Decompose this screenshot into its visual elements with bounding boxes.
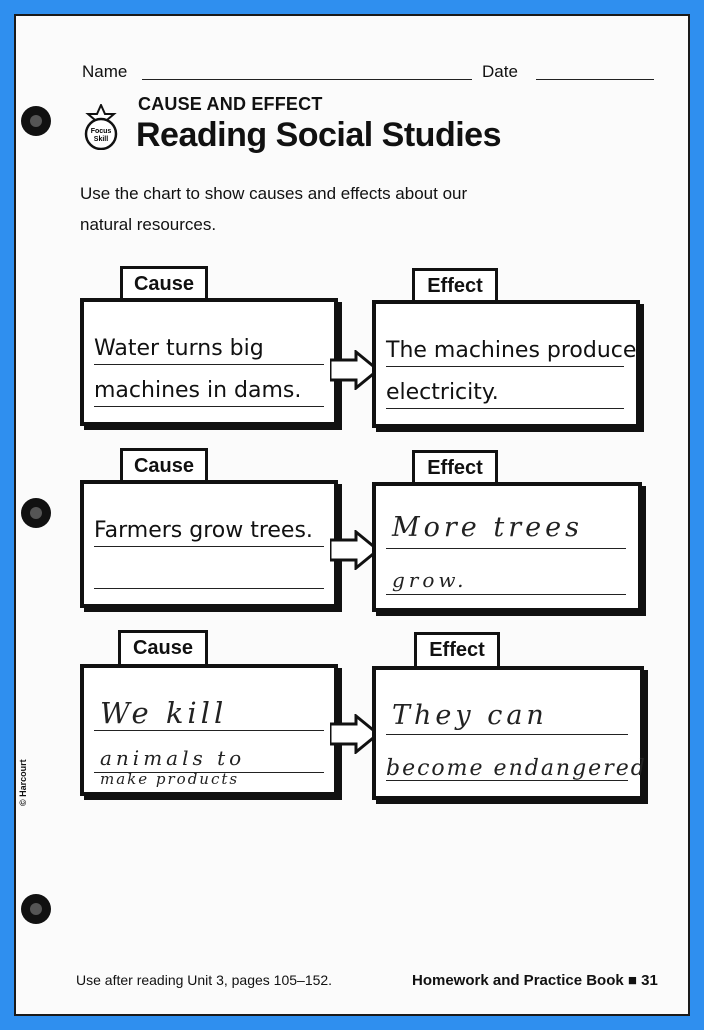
- copyright-notice: © Harcourt: [18, 759, 28, 806]
- answer-line[interactable]: [94, 588, 324, 589]
- answer-line[interactable]: [386, 408, 624, 409]
- answer-line[interactable]: [94, 546, 324, 547]
- footer-book-page: Homework and Practice Book ■ 31: [412, 972, 658, 989]
- binder-hole: [21, 498, 51, 528]
- effect-handwriting: More trees: [392, 512, 583, 543]
- binder-hole: [21, 106, 51, 136]
- cause-tab: Cause: [120, 448, 208, 482]
- badge-text-bottom: Skill: [93, 136, 109, 143]
- effect-handwriting: grow.: [392, 568, 468, 592]
- effect-text: electricity.: [386, 380, 499, 405]
- effect-handwriting: They can: [392, 700, 548, 731]
- instructions-line-2: natural resources.: [80, 215, 217, 234]
- cause-handwriting: make products: [100, 770, 240, 788]
- cause-box: [80, 480, 338, 608]
- page-title: Reading Social Studies: [136, 116, 501, 154]
- cause-box: [80, 664, 338, 796]
- answer-line[interactable]: [386, 366, 624, 367]
- effect-box: [372, 300, 640, 428]
- cause-text: Water turns big: [94, 336, 264, 361]
- answer-line[interactable]: [386, 780, 628, 781]
- name-field[interactable]: [142, 79, 472, 80]
- date-field[interactable]: [536, 79, 654, 80]
- cause-text: Farmers grow trees.: [94, 518, 313, 543]
- section-subtitle: CAUSE AND EFFECT: [138, 94, 323, 114]
- name-label: Name: [82, 62, 128, 81]
- effect-handwriting: become endangered: [386, 756, 647, 781]
- answer-line[interactable]: [94, 364, 324, 365]
- effect-tab: Effect: [412, 450, 498, 484]
- answer-line[interactable]: [386, 548, 626, 549]
- badge-text-top: Focus: [90, 128, 112, 135]
- date-label: Date: [482, 62, 518, 81]
- cause-text: machines in dams.: [94, 378, 302, 403]
- answer-line[interactable]: [94, 730, 324, 731]
- effect-tab: Effect: [414, 632, 500, 666]
- cause-box: [80, 298, 338, 426]
- focus-skill-icon: [82, 104, 120, 150]
- instructions-line-1: Use the chart to show causes and effects about our: [80, 184, 468, 203]
- effect-box: [372, 666, 647, 800]
- effect-box: [372, 482, 642, 612]
- binder-hole: [21, 894, 51, 924]
- answer-line[interactable]: [386, 594, 626, 595]
- answer-line[interactable]: [94, 406, 324, 407]
- cause-handwriting: animals to: [100, 746, 246, 770]
- effect-text: The machines produce: [386, 338, 637, 363]
- worksheet-page: [14, 14, 690, 1016]
- footer-note: Use after reading Unit 3, pages 105–152.: [76, 972, 333, 988]
- effect-tab: Effect: [412, 268, 498, 302]
- answer-line[interactable]: [386, 734, 628, 735]
- cause-handwriting: We kill: [100, 696, 228, 730]
- cause-tab: Cause: [120, 266, 208, 300]
- cause-tab: Cause: [118, 630, 208, 664]
